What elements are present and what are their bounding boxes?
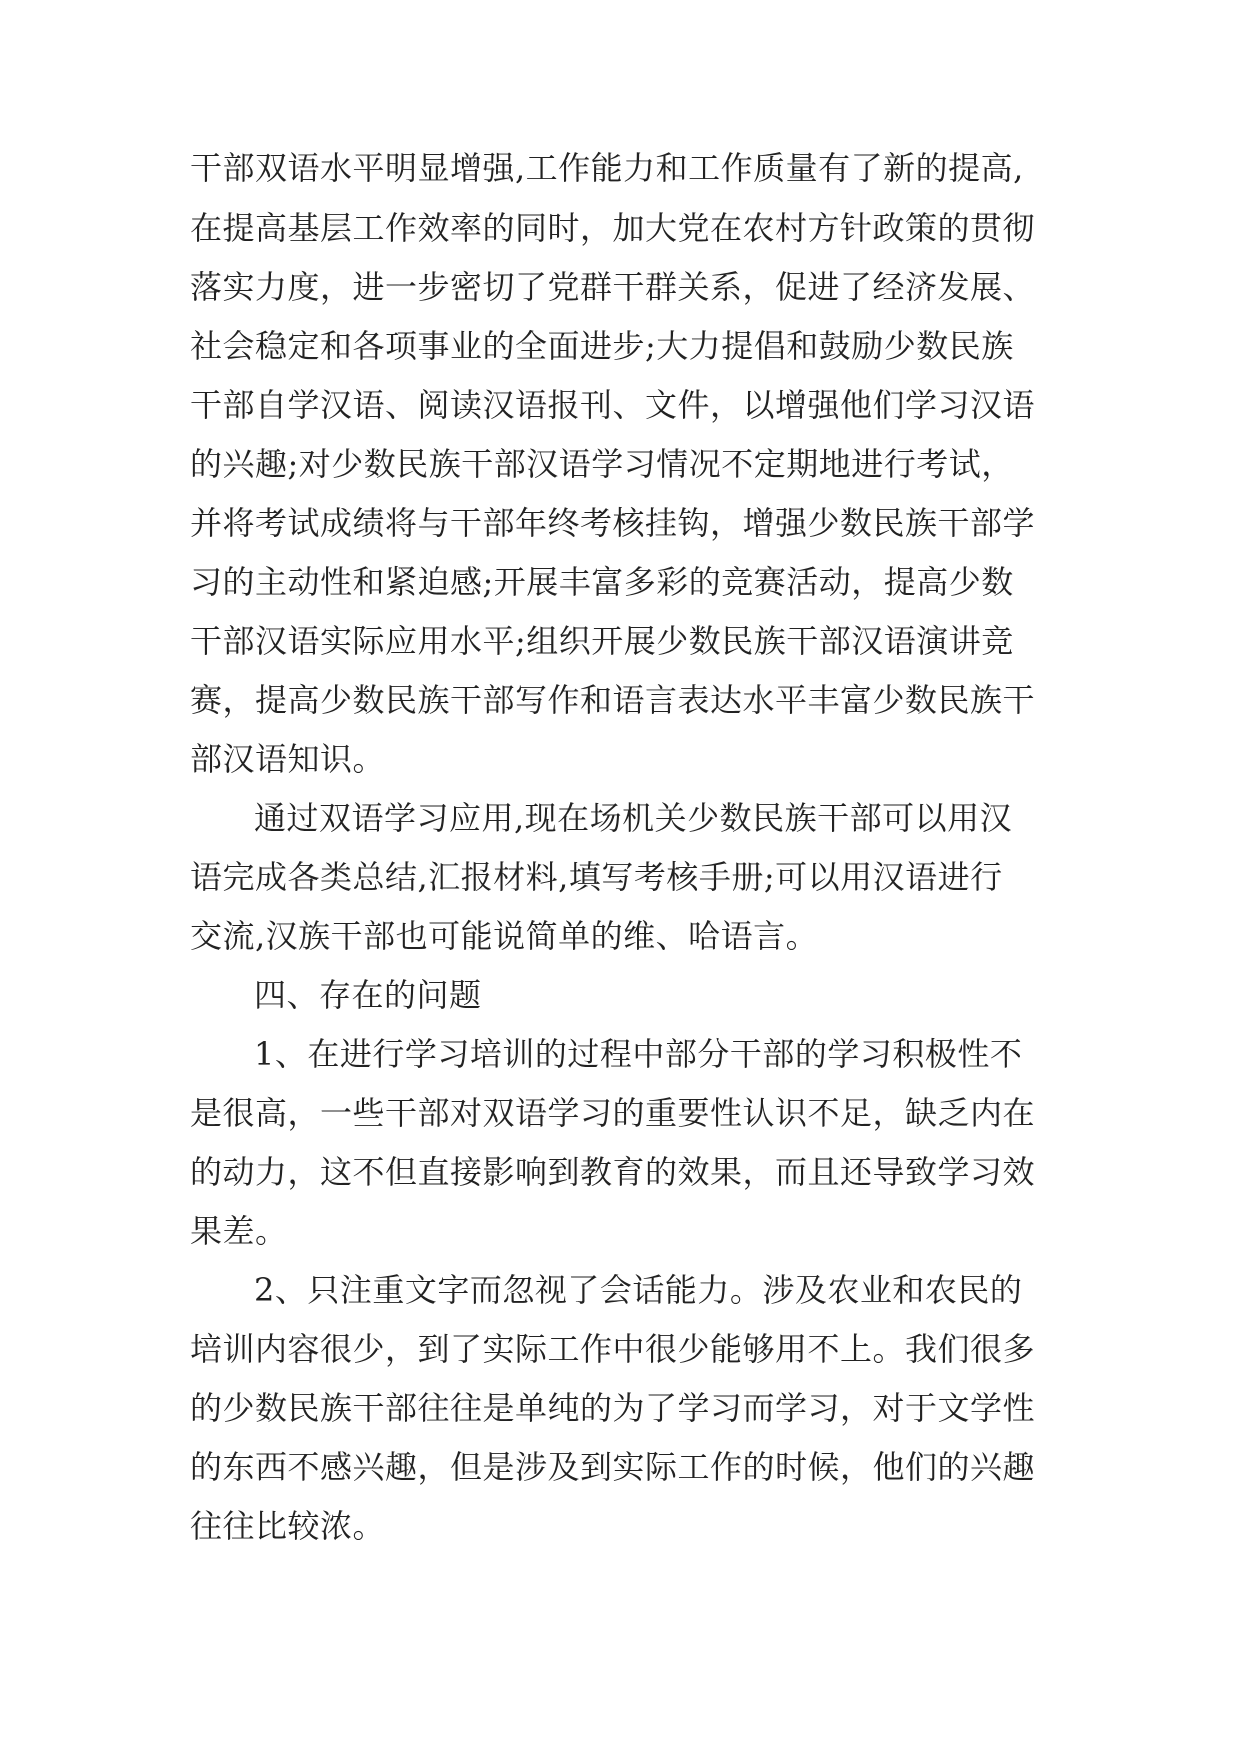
text-line: 赛，提高少数民族干部写作和语言表达水平丰富少数民族干 <box>190 681 1036 719</box>
text-line: 的动力，这不但直接影响到教育的效果，而且还导致学习效 <box>190 1153 1036 1191</box>
text-line: 的东西不感兴趣，但是涉及到实际工作的时候，他们的兴趣 <box>190 1448 1036 1486</box>
text-line: 在提高基层工作效率的同时，加大党在农村方针政策的贯彻 <box>190 209 1036 247</box>
text-line: 落实力度，进一步密切了党群干群关系，促进了经济发展、 <box>190 268 1036 306</box>
text-line: 部汉语知识。 <box>190 740 386 778</box>
text-line: 往往比较浓。 <box>190 1507 386 1545</box>
text-line: 果差。 <box>190 1212 288 1250</box>
text-line: 社会稳定和各项事业的全面进步;大力提倡和鼓励少数民族 <box>190 327 1014 365</box>
text-line: 是很高，一些干部对双语学习的重要性认识不足，缺乏内在 <box>190 1094 1036 1132</box>
text-line: 干部汉语实际应用水平;组织开展少数民族干部汉语演讲竞 <box>190 622 1014 660</box>
text-line: 培训内容很少，到了实际工作中很少能够用不上。我们很多 <box>190 1330 1036 1368</box>
text-line: 的少数民族干部往往是单纯的为了学习而学习，对于文学性 <box>190 1389 1036 1427</box>
text-line: 交流,汉族干部也可能说简单的维、哈语言。 <box>190 917 819 955</box>
paragraph-first-line: 2、只注重文字而忽视了会话能力。涉及农业和农民的 <box>254 1271 1023 1309</box>
text-line: 语完成各类总结,汇报材料,填写考核手册;可以用汉语进行 <box>190 858 1003 896</box>
paragraph-first-line: 通过双语学习应用,现在场机关少数民族干部可以用汉 <box>254 799 1013 837</box>
section-heading: 四、存在的问题 <box>254 976 482 1014</box>
text-line: 干部双语水平明显增强,工作能力和工作质量有了新的提高, <box>190 149 1024 187</box>
text-line: 并将考试成绩将与干部年终考核挂钩，增强少数民族干部学 <box>190 504 1036 542</box>
paragraph-first-line: 1、在进行学习培训的过程中部分干部的学习积极性不 <box>254 1035 1023 1073</box>
text-line: 的兴趣;对少数民族干部汉语学习情况不定期地进行考试， <box>190 445 1014 483</box>
text-line: 习的主动性和紧迫感;开展丰富多彩的竞赛活动，提高少数 <box>190 563 1014 601</box>
text-line: 干部自学汉语、阅读汉语报刊、文件，以增强他们学习汉语 <box>190 386 1036 424</box>
